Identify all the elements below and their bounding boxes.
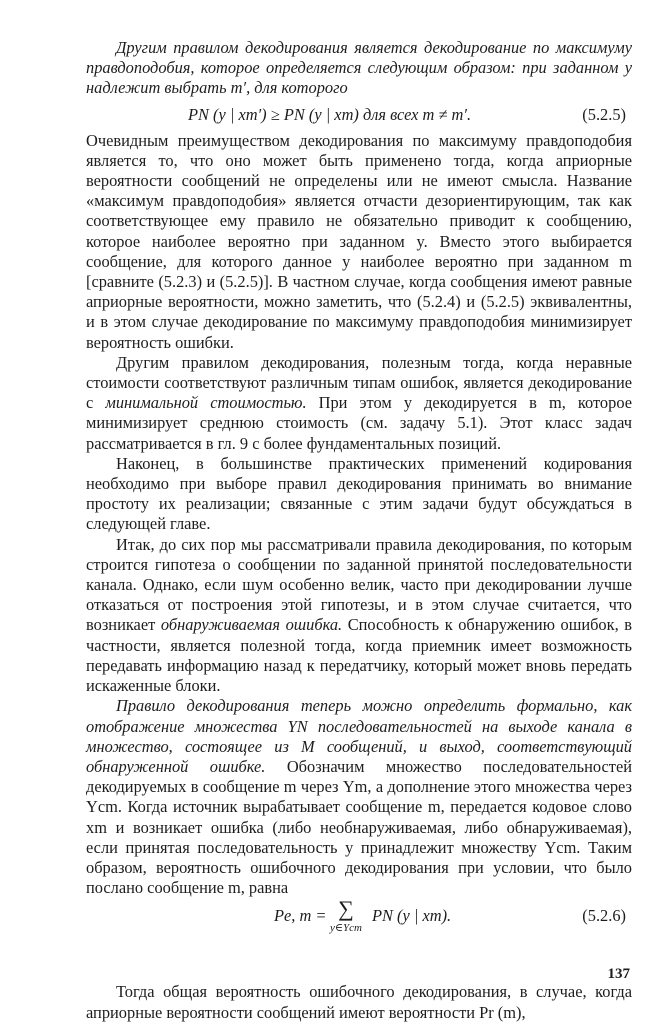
paragraph-formal-definition <box>86 696 632 898</box>
formula-number: (5.2.5) <box>582 104 626 124</box>
formula-expression: PN (y | xm′) ≥ PN (y | xm) для всех m ≠ m′. <box>188 104 472 124</box>
summation-subscript: y∈Ycm <box>330 922 362 935</box>
paragraph-error-detection <box>86 535 632 697</box>
page-number: 137 <box>607 966 630 982</box>
formula-number: (5.2.6) <box>582 906 626 926</box>
paragraph-ml-rule: Другим правилом декодирования является декодирование по максимуму правдоподобия, которое определяется следующим образом: при заданном y надлежит выбрать m′, для которого <box>86 38 632 98</box>
formula-rhs: PN (y | xm). <box>372 906 452 926</box>
paragraph-min-cost <box>86 353 632 454</box>
paragraph-implementation: Наконец, в большинстве практических применений кодирования необходимо при выборе правил декодирования принимать во внимание простоту их реализации; связанные с этим задачи будут обсуждаться в следующей главе. <box>86 453 632 534</box>
text-fragment: Обозначим множество последовательностей декодируемых в сообщение m через Ym, а дополнение этого множества через Ycm. Когда источник вырабатывает сообщение m, передается кодовое слово xm и возникает ошибка (либо необнаруживаемая, либо обнаруживаемая), если принятая последовательность y принадлежит множеству Ycm. Таким образом, вероятность ошибочного декодирования при условии, что было послано сообщение m, равна <box>86 756 632 898</box>
text-emphasis: обнаруживаемая ошибка. <box>160 615 343 635</box>
paragraph-total-error: Тогда общая вероятность ошибочного декодирования, в случае, когда априорные вероятности сообщений имеют вероятности Pr (m), <box>86 982 632 1022</box>
formula-5-2-5 <box>86 99 632 131</box>
formula-lhs: Pe, m = <box>274 906 327 926</box>
text-fragment: Итак, до сих пор мы рассматривали правила декодирования, по которым строится гипотеза о сообщении по заданной принятой последовательности канала. Однако, если шум особенно велик, часто при декодировании лучше отказаться от построения этой гипотезы, и в этом случае считается, что возникает <box>86 534 632 635</box>
paragraph-ml-advantage: Очевидным преимуществом декодирования по максимуму правдоподобия является то, что оно может быть применено тогда, когда априорные вероятности сообщений не определены или не имеют смысла. Название «максимум правдоподобия» является отчасти дезориентирующим, так как соответствующее ему правило не обязательно приводит к сообщению, которое наиболее вероятно при заданном y. Вместо этого выбирается сообщение, для которого данное y наиболее вероятно при заданном m [сравните (5.2.3) и (5.2.5)]. В частном случае, когда сообщения имеют равные априорные вероятности, можно заметить, что (5.2.4) и (5.2.5) эквивалентны, и в этом случае декодирование по максимуму правдоподобия минимизирует вероятность ошибки. <box>86 130 632 352</box>
summation-symbol <box>324 898 368 934</box>
text-emphasis: минимальной стоимостью. <box>105 393 307 413</box>
text-fragment: Способность к обнаружению ошибок, в частности, является полезной тогда, когда приемник имеет возможность передавать информацию назад к передатчику, который может вновь передать искаженные блоки. <box>86 615 632 696</box>
text-fragment: Другим правилом декодирования, полезным тогда, когда неравные стоимости соответствуют различным типам ошибок, является декодирование с <box>86 352 632 413</box>
text-fragment: При этом y декодируется в m, которое минимизирует среднюю стоимость (см. задачу 5.1). Этот класс задач рассматривается в гл. 9 с более фундаментальных позиций. <box>86 393 632 453</box>
formula-5-2-6 <box>86 898 632 960</box>
text-emphasis: Правило декодирования теперь можно определить формально, как отображение множества YN последовательностей на выходе канала в множество, состоящее из M сообщений, и выход, соответствующий обнаруженной ошибке. <box>86 696 632 776</box>
sigma: ∑ <box>338 896 354 922</box>
page-body <box>86 38 632 1023</box>
